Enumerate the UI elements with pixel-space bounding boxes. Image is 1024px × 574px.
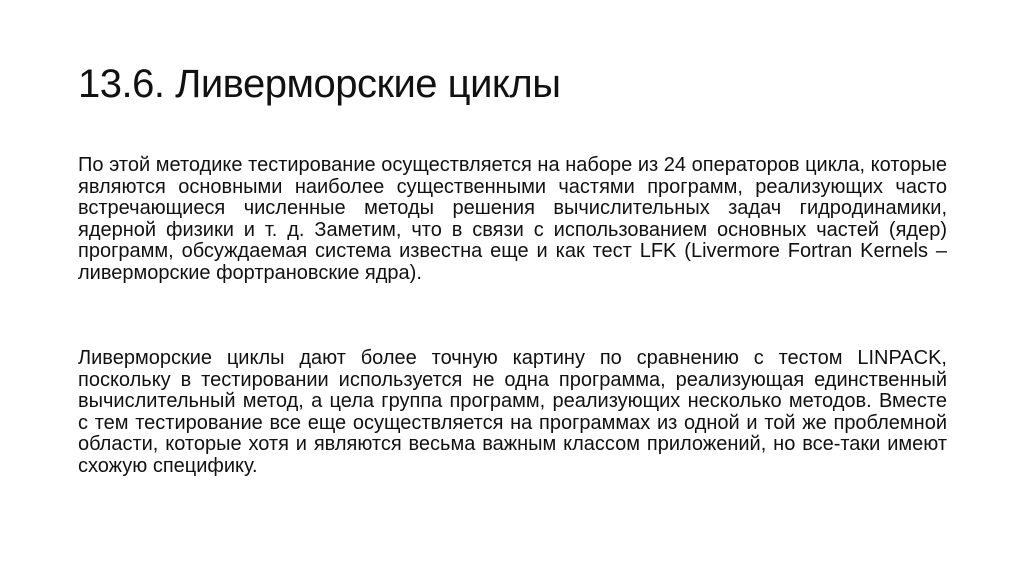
- paragraph-livermore-vs-linpack: Ливерморские циклы дают более точную картину по сравнению с тестом LINPACK, поскольку в тестировании используется не одна программа, реализующая единственный вычислительный метод, а цела группа программ, реализующих несколько методов. Вместе с тем тестирование все еще осуществляется на программах из одной и той же проблемной области, которые хотя и являются весьма важным классом приложений, но все-таки имеют схожую специфику.: [78, 347, 947, 477]
- paragraph-livermore-method: По этой методике тестирование осуществляется на наборе из 24 операторов цикла, которые являются основными наиболее существенными частями программ, реализующих часто встречающиеся численные методы решения вычислительных задач гидродинамики, ядерной физики и т. д. Заметим, что в связи с использованием основных частей (ядер) программ, обсуждаемая система известна еще и как тест LFK (Livermore Fortran Kernels – ливерморские фортрановские ядра).: [78, 154, 947, 284]
- slide-title: 13.6. Ливерморские циклы: [78, 62, 561, 106]
